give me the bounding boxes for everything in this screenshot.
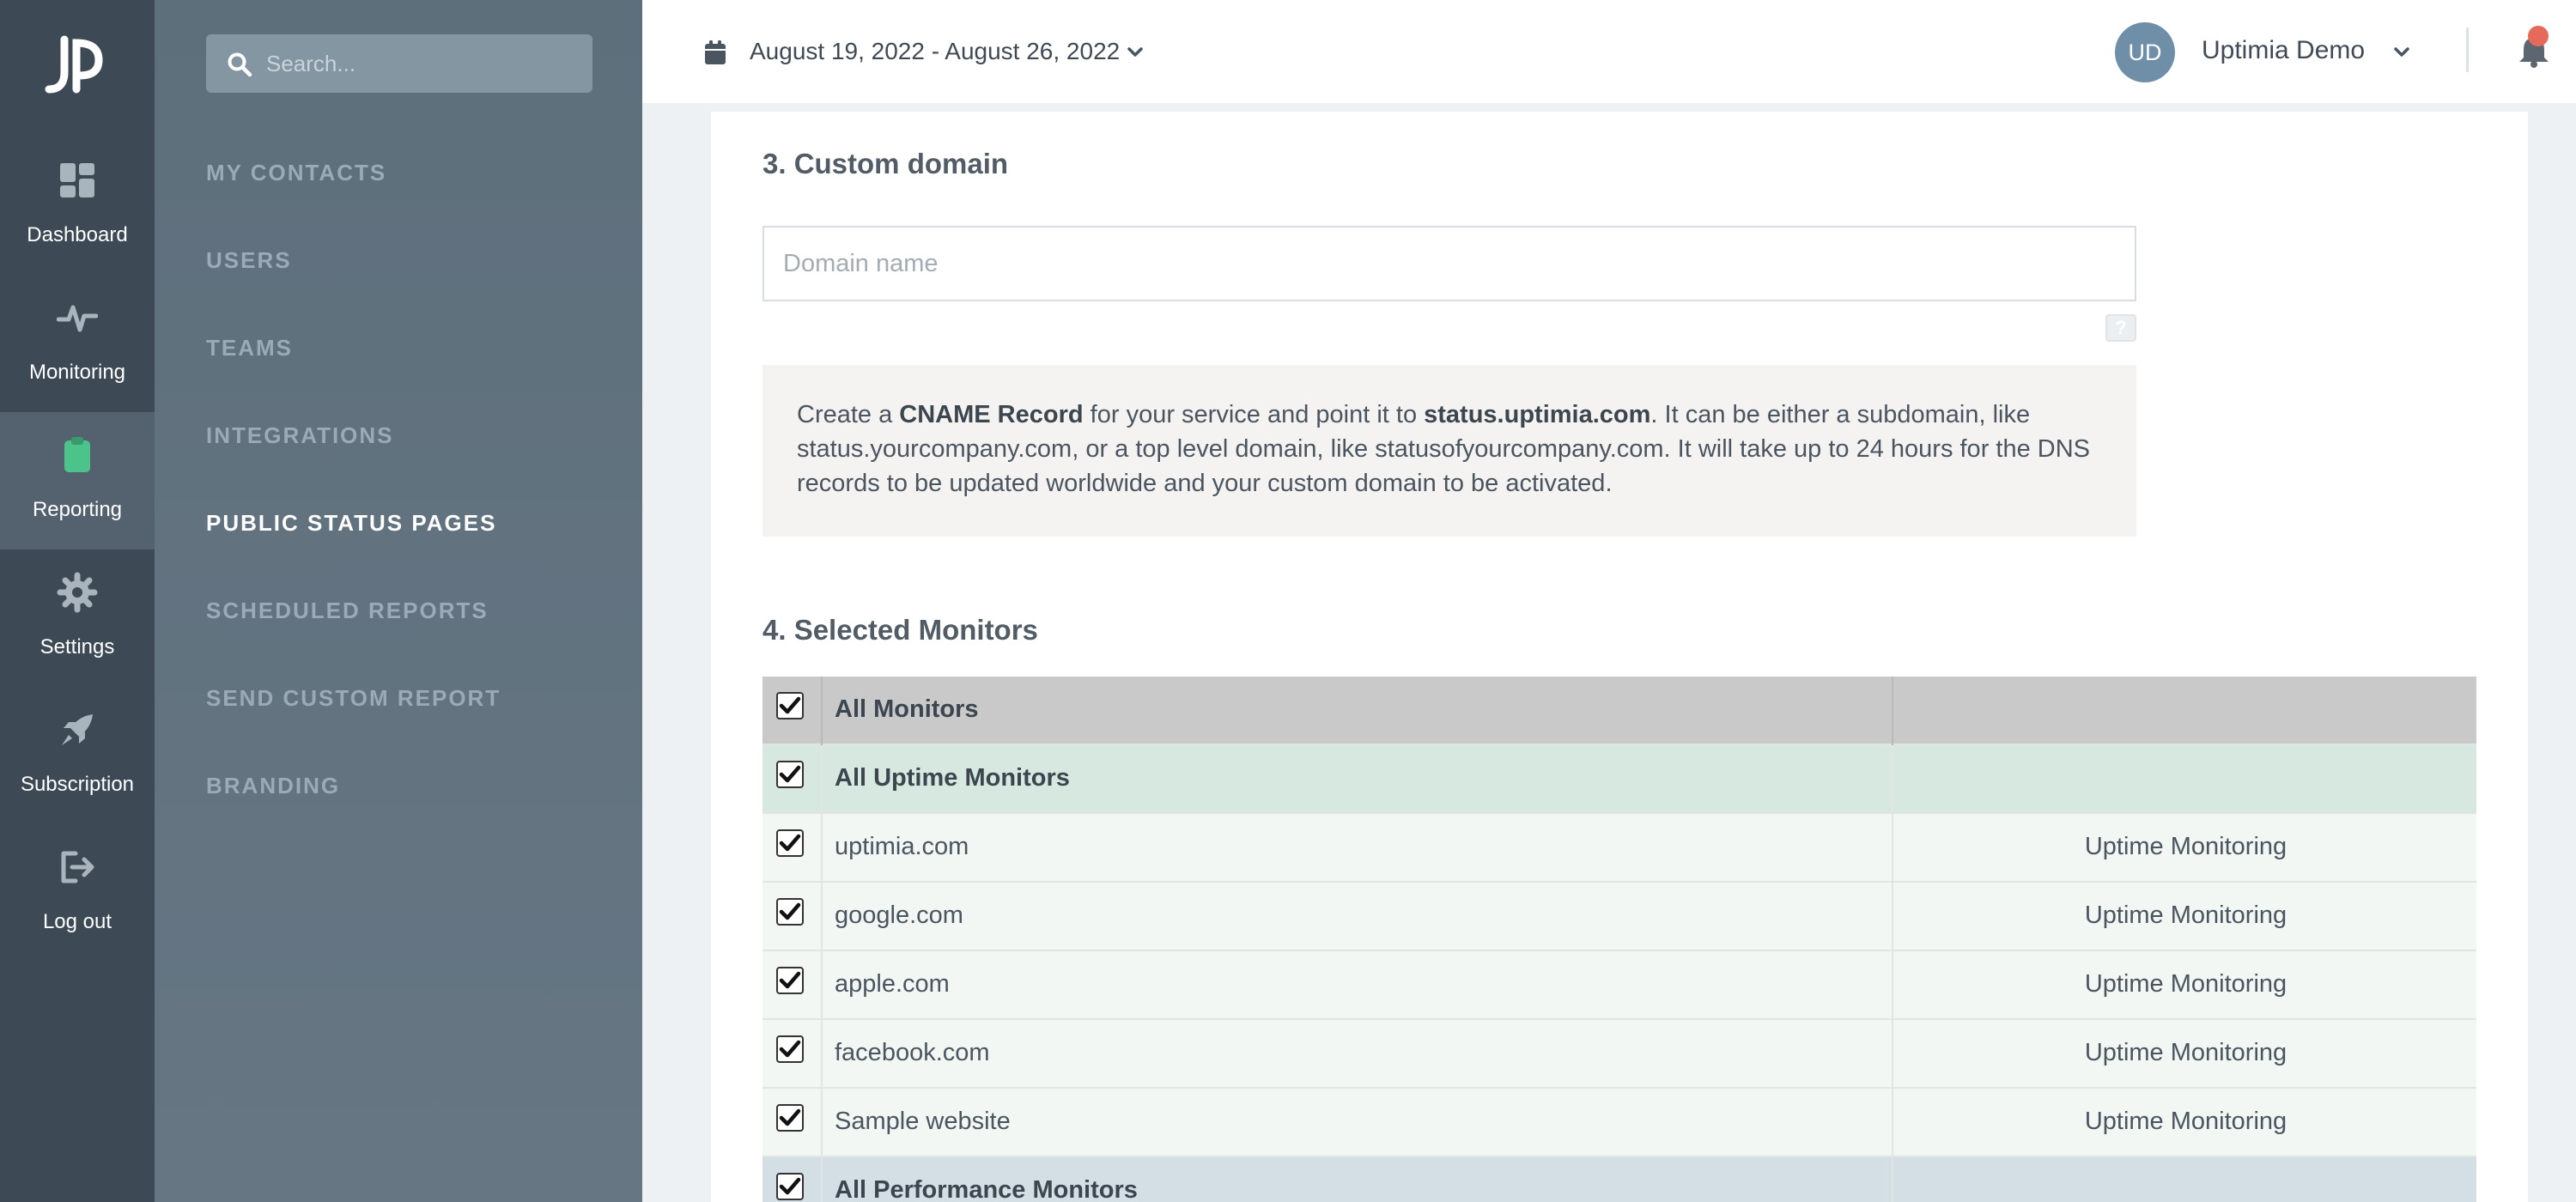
date-range-picker[interactable]: August 19, 2022 - August 26, 2022	[750, 38, 1121, 64]
menu-item-users[interactable]: USERS	[206, 247, 292, 273]
check-icon	[778, 1037, 802, 1061]
row-name: google.com	[835, 902, 963, 929]
menu-item-scheduled-reports[interactable]: SCHEDULED REPORTS	[206, 598, 489, 623]
logout-icon	[57, 847, 98, 888]
row-type: Uptime Monitoring	[2084, 902, 2287, 929]
check-icon	[778, 968, 802, 993]
rail-item-reporting[interactable]	[0, 412, 155, 549]
notification-badge	[2528, 26, 2549, 46]
menu-item-my-contacts[interactable]: MY CONTACTS	[206, 160, 387, 185]
checkbox[interactable]	[776, 967, 804, 994]
header-divider	[2466, 27, 2469, 72]
rail-item-settings[interactable]	[0, 549, 155, 687]
avatar[interactable]: UD	[2115, 22, 2175, 82]
chevron-down-icon[interactable]	[2394, 46, 2409, 58]
rail-label-reporting: Reporting	[32, 498, 123, 521]
status-page-form	[711, 112, 2528, 1202]
dashboard-icon	[57, 160, 98, 201]
row-name: uptimia.com	[835, 833, 969, 860]
icon-rail	[0, 0, 155, 1202]
table-row	[762, 1089, 2476, 1157]
info-target-domain: status.uptimia.com	[1424, 401, 1651, 428]
checkbox[interactable]	[776, 898, 804, 926]
row-name: Sample website	[835, 1108, 1011, 1135]
row-type: Uptime Monitoring	[2084, 1108, 2287, 1135]
row-name: facebook.com	[835, 1039, 990, 1066]
help-icon[interactable]: ?	[2105, 314, 2136, 342]
cname-info-box	[762, 365, 2136, 537]
row-name: apple.com	[835, 970, 950, 998]
table-row	[762, 814, 2476, 883]
monitors-table	[762, 677, 2476, 1202]
check-icon	[778, 900, 802, 924]
menu-item-teams[interactable]: TEAMS	[206, 335, 293, 361]
checkbox[interactable]	[776, 1104, 804, 1132]
custom-domain-title: 3. Custom domain	[762, 148, 1009, 179]
reporting-submenu	[155, 0, 642, 1202]
rail-item-monitoring[interactable]	[0, 275, 155, 412]
rail-label-monitoring: Monitoring	[28, 361, 126, 384]
search-input[interactable]	[266, 46, 575, 81]
row-name: All Performance Monitors	[835, 1176, 1138, 1202]
user-name[interactable]: Uptimia Demo	[2202, 36, 2366, 64]
info-text-2: for your service and point it to	[1083, 401, 1425, 428]
menu-item-branding[interactable]: BRANDING	[206, 773, 341, 798]
info-cname: CNAME Record	[899, 401, 1084, 428]
checkbox[interactable]	[776, 761, 804, 788]
group-row-performance	[762, 1157, 2476, 1202]
menu-item-integrations[interactable]: INTEGRATIONS	[206, 422, 394, 448]
row-type: Uptime Monitoring	[2084, 970, 2287, 998]
pulse-icon	[57, 297, 98, 338]
top-bar	[642, 0, 2576, 103]
table-row	[762, 951, 2476, 1020]
chevron-down-icon[interactable]	[1127, 46, 1143, 58]
table-row	[762, 883, 2476, 951]
checkbox[interactable]	[776, 1173, 804, 1200]
menu-item-send-custom-report[interactable]: SEND CUSTOM REPORT	[206, 685, 501, 711]
table-header-row	[762, 677, 2476, 745]
calendar-icon[interactable]	[704, 39, 726, 65]
rail-label-logout: Log out	[42, 910, 112, 933]
gear-icon	[57, 572, 98, 613]
menu-item-public-status-pages[interactable]: PUBLIC STATUS PAGES	[206, 510, 497, 536]
table-row	[762, 1020, 2476, 1089]
check-icon	[778, 694, 802, 718]
search-icon	[227, 52, 252, 77]
check-icon	[778, 1175, 802, 1199]
checkbox[interactable]	[776, 829, 804, 857]
checkbox[interactable]	[776, 692, 804, 719]
domain-name-input[interactable]	[762, 226, 2136, 301]
rail-label-dashboard: Dashboard	[27, 223, 128, 246]
check-icon	[778, 1106, 802, 1130]
checkbox[interactable]	[776, 1035, 804, 1063]
row-name: All Monitors	[835, 695, 979, 723]
rocket-icon	[57, 709, 98, 750]
check-icon	[778, 762, 802, 786]
row-type: Uptime Monitoring	[2084, 1039, 2287, 1066]
group-row-uptime	[762, 745, 2476, 814]
row-name: All Uptime Monitors	[835, 764, 1070, 792]
rail-item-logout[interactable]	[0, 824, 155, 962]
check-icon	[778, 831, 802, 855]
clipboard-icon	[57, 434, 98, 476]
row-type: Uptime Monitoring	[2084, 833, 2287, 860]
rail-label-settings: Settings	[39, 635, 115, 659]
rail-item-subscription[interactable]	[0, 687, 155, 824]
uptimia-logo[interactable]	[39, 34, 107, 96]
rail-item-dashboard[interactable]	[0, 137, 155, 275]
search-box[interactable]	[206, 34, 592, 93]
selected-monitors-title: 4. Selected Monitors	[762, 614, 1038, 646]
info-text-3: . It can be either a subdomain, like status.yourcompany.com, or a top level domain, like statusofyourcompany.com. It will take up to 24 hours for the DNS records to be updated worldwide and your custom domain to be activated.	[797, 401, 2091, 497]
info-text-1: Create a	[797, 401, 900, 428]
rail-label-subscription: Subscription	[20, 773, 135, 796]
